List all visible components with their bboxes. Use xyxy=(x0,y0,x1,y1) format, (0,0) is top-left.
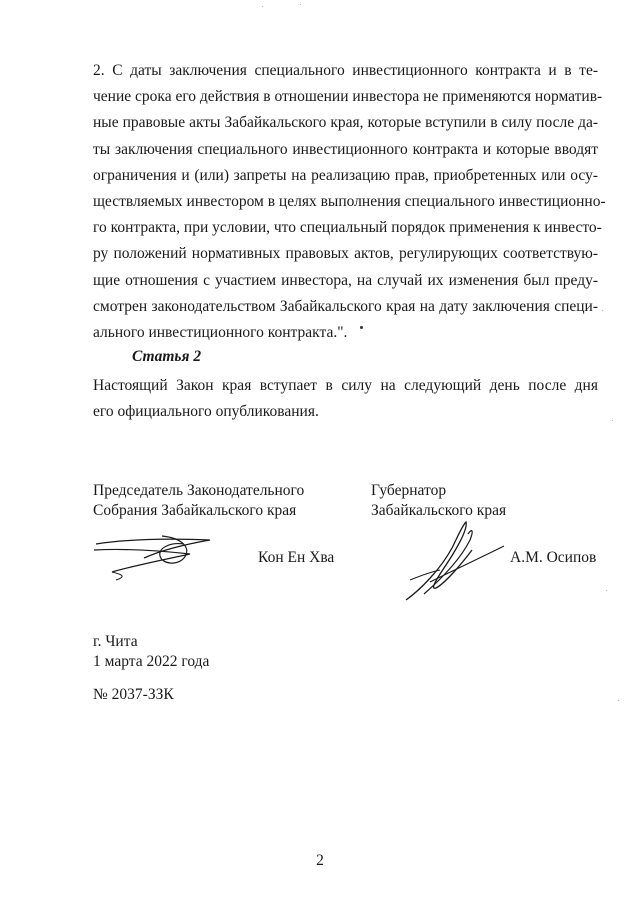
article-heading: Статья 2 xyxy=(132,348,202,365)
paragraph-1-line: щие отношения с участием инвестора, на случай их изменения был преду- xyxy=(93,271,598,289)
scan-speck xyxy=(262,6,263,7)
paragraph-1-line: го контракта, при условии, что специальный порядок применения к инвесто- xyxy=(93,219,602,237)
paragraph-1-line: смотрен законодательством Забайкальского края на дату заключения специ- xyxy=(93,297,598,315)
paragraph-1 xyxy=(93,58,606,346)
article-line: его официального опубликования. xyxy=(93,403,319,421)
paragraph-1-line: ру положений нормативных правовых актов, регулирующих соответствую- xyxy=(93,245,598,263)
city: г. Чита xyxy=(93,633,138,650)
paragraph-1-line: ществляемых инвестором в целях выполнения специального инвестиционно- xyxy=(93,193,606,211)
scan-speck xyxy=(606,590,607,591)
left-title-line: Председатель Законодательного xyxy=(93,482,305,499)
paragraph-1-line: ограничения и (или) запреты на реализацию прав, приобретенных или осу- xyxy=(93,166,598,184)
paragraph-1-line: 2. С даты заключения специального инвестиционного контракта и в те- xyxy=(93,62,598,79)
document-number: № 2037-ЗЗК xyxy=(93,686,174,703)
left-signature-image xyxy=(92,528,222,583)
scan-speck xyxy=(300,4,301,5)
right-signatory-name: А.М. Осипов xyxy=(510,549,597,566)
right-title-line: Забайкальского края xyxy=(371,502,507,519)
left-signatory-title xyxy=(93,481,304,521)
right-title-line: Губернатор xyxy=(371,482,447,499)
paragraph-1-line: чение срока его действия в отношении инвестора не применяются норматив- xyxy=(93,88,603,106)
scan-speck xyxy=(602,310,603,311)
date: 1 марта 2022 года xyxy=(93,653,210,670)
article-paragraph xyxy=(93,373,598,425)
scan-speck xyxy=(618,700,619,701)
paragraph-1-line: ные правовые акты Забайкальского края, которые вступили в силу после да- xyxy=(93,114,598,132)
page-number: 2 xyxy=(316,852,324,869)
left-signatory-name: Кон Ен Хва xyxy=(258,549,335,566)
right-signature-image xyxy=(400,520,508,605)
right-signatory-title xyxy=(371,481,506,521)
paragraph-1-line: ального инвестиционного контракта.". xyxy=(93,324,348,342)
scan-speck xyxy=(612,420,613,421)
article-line: Настоящий Закон края вступает в силу на следующий день после дня xyxy=(93,377,598,394)
left-title-line: Собрания Забайкальского края xyxy=(93,502,297,519)
paragraph-1-line: ты заключения специального инвестиционного контракта и которые вводят xyxy=(93,140,598,158)
place-and-date xyxy=(93,632,209,672)
scan-dot xyxy=(360,326,363,329)
